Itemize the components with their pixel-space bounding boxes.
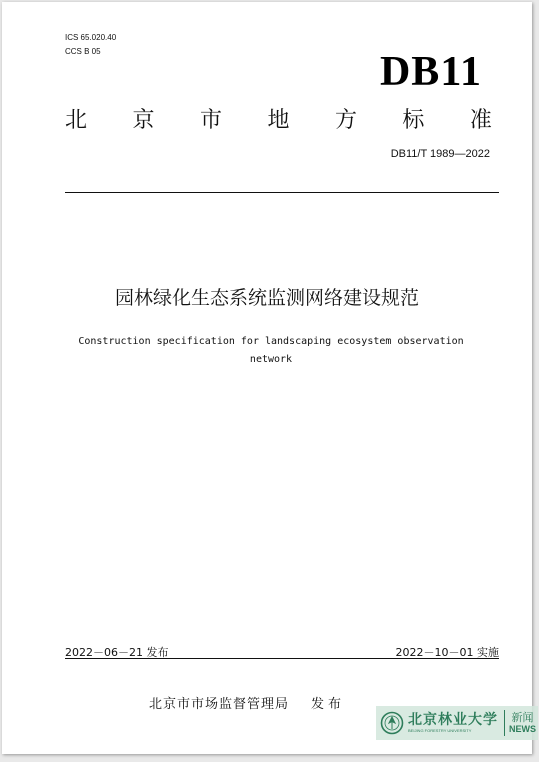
document-title-zh: 园林绿化生态系统监测网络建设规范: [114, 287, 419, 309]
title-en-line: Construction specification for landscaping ecosystem observation: [78, 336, 464, 347]
university-seal-icon: [380, 711, 404, 735]
watermark-text: [408, 712, 500, 734]
watermark-news: [509, 711, 536, 735]
issuer: [149, 693, 345, 712]
standard-type-char: 北: [65, 108, 88, 133]
standard-type-title: [65, 106, 492, 136]
issuer-name: 北京市市场监督管理局: [149, 697, 290, 712]
watermark-university-en: BEIJING FORESTRY UNIVERSITY: [408, 728, 472, 733]
standard-type-char: 京: [132, 108, 155, 133]
implement-date: 2022－10－01 实施: [395, 646, 499, 659]
standard-type-char: 方: [334, 108, 357, 133]
ics-code: ICS 65.020.40: [65, 33, 117, 42]
standard-number: DB11/T 1989—2022: [390, 148, 490, 160]
issuer-verb: 发布: [311, 697, 346, 712]
watermark-university-name: 北京林业大学: [408, 712, 498, 728]
standard-type-char: 地: [267, 108, 290, 133]
db11-logo: DB11: [379, 49, 482, 95]
standard-type-char: 市: [199, 108, 222, 133]
watermark-divider: [504, 710, 505, 736]
publish-date: 2022－06－21 发布: [65, 646, 169, 659]
standard-type-char: 标: [402, 108, 425, 133]
standard-type-char: 准: [469, 108, 492, 133]
university-news-watermark: [376, 706, 538, 740]
bottom-divider: [65, 658, 499, 659]
classification-codes: [65, 31, 116, 59]
document-title-en: [62, 333, 480, 369]
document-page: [2, 2, 532, 754]
top-divider: [65, 192, 499, 193]
watermark-news-zh: 新闻: [511, 711, 534, 724]
title-en-line: network: [249, 354, 293, 365]
watermark-news-en: NEWS: [509, 724, 536, 734]
ccs-code: CCS B 05: [65, 47, 101, 56]
